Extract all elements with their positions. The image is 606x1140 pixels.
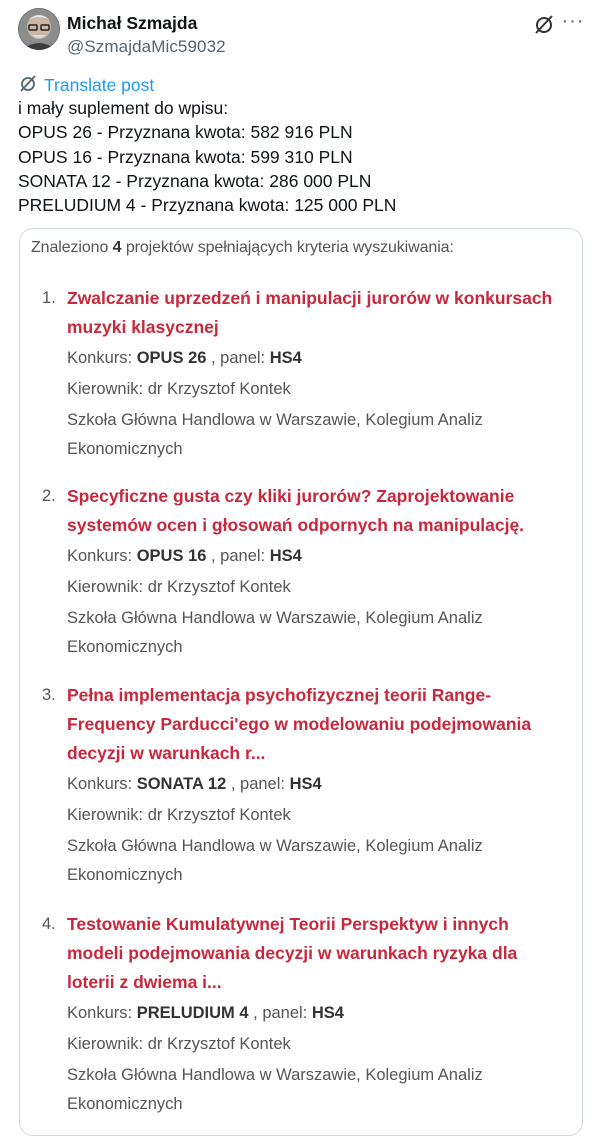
panel-label: , panel: xyxy=(253,1004,308,1022)
project-konkurs xyxy=(67,999,572,1028)
project-konkurs xyxy=(67,542,572,571)
konkurs-value: PRELUDIUM 4 xyxy=(136,1004,249,1022)
konkurs-label: Konkurs: xyxy=(67,547,133,565)
project-institution xyxy=(67,604,572,662)
project-number: 1. xyxy=(42,289,56,307)
project-institution xyxy=(67,406,572,464)
project-kierownik: Kierownik: dr Krzysztof Kontek xyxy=(67,1035,291,1053)
search-results-card xyxy=(19,228,583,1136)
project-title-line: Zwalczanie uprzedzeń i manipulacji jurorów w konkursach xyxy=(67,288,553,308)
konkurs-value: OPUS 26 xyxy=(136,349,207,367)
project-institution xyxy=(67,1061,572,1119)
more-icon[interactable]: ··· xyxy=(561,10,585,32)
avatar-image xyxy=(18,8,60,50)
post-line: OPUS 16 - Przyznana kwota: 599 310 PLN xyxy=(18,146,353,167)
project-konkurs xyxy=(67,344,572,373)
panel-label: , panel: xyxy=(230,775,285,793)
project-title-line: Pełna implementacja psychofizycznej teorii Range- xyxy=(67,685,492,705)
project-title-line: decyzji w warunkach r... xyxy=(67,743,266,763)
project-title-line: Testowanie Kumulatywnej Teorii Perspektyw i innych xyxy=(67,914,509,934)
konkurs-value: SONATA 12 xyxy=(136,775,227,793)
grok-icon[interactable] xyxy=(532,12,556,36)
project-title-line: Frequency Parducci'ego w modelowaniu podejmowania xyxy=(67,714,532,734)
panel-value: HS4 xyxy=(311,1004,344,1022)
translate-label: Translate post xyxy=(44,75,155,95)
project-title[interactable] xyxy=(67,910,572,997)
panel-label: , panel: xyxy=(211,349,266,367)
institution-line: Szkoła Główna Handlowa w Warszawie, Kolegium Analiz xyxy=(67,609,483,627)
konkurs-label: Konkurs: xyxy=(67,1004,133,1022)
translate-post-link[interactable] xyxy=(18,73,154,98)
project-number: 2. xyxy=(42,487,56,505)
project-kierownik: Kierownik: dr Krzysztof Kontek xyxy=(67,578,291,596)
project-title-line: Specyficzne gusta czy kliki jurorów? Zaprojektowanie xyxy=(67,486,515,506)
summary-prefix: Znaleziono xyxy=(31,239,109,256)
konkurs-label: Konkurs: xyxy=(67,349,133,367)
project-number: 4. xyxy=(42,915,56,933)
konkurs-label: Konkurs: xyxy=(67,775,133,793)
institution-line: Ekonomicznych xyxy=(67,440,183,458)
institution-line: Szkoła Główna Handlowa w Warszawie, Kolegium Analiz xyxy=(67,837,483,855)
institution-line: Ekonomicznych xyxy=(67,866,183,884)
post-line: SONATA 12 - Przyznana kwota: 286 000 PLN xyxy=(18,170,372,191)
avatar[interactable] xyxy=(18,8,60,50)
panel-label: , panel: xyxy=(211,547,266,565)
results-count: 4 xyxy=(112,239,122,256)
project-title-line: loterii z dwiema i... xyxy=(67,972,222,992)
post-text xyxy=(18,96,588,217)
project-number: 3. xyxy=(42,686,56,704)
institution-line: Szkoła Główna Handlowa w Warszawie, Kolegium Analiz xyxy=(67,411,483,429)
results-summary xyxy=(31,239,454,257)
post-line: PRELUDIUM 4 - Przyznana kwota: 125 000 PLN xyxy=(18,195,397,216)
project-title[interactable] xyxy=(67,284,572,342)
institution-line: Szkoła Główna Handlowa w Warszawie, Kolegium Analiz xyxy=(67,1066,483,1084)
project-kierownik: Kierownik: dr Krzysztof Kontek xyxy=(67,806,291,824)
panel-value: HS4 xyxy=(289,775,322,793)
translate-icon xyxy=(18,73,44,98)
post-line: i mały suplement do wpisu: xyxy=(18,98,229,118)
post-line: OPUS 26 - Przyznana kwota: 582 916 PLN xyxy=(18,122,353,143)
project-institution xyxy=(67,832,572,890)
author-handle[interactable]: @SzmajdaMic59032 xyxy=(67,37,226,56)
panel-value: HS4 xyxy=(269,547,302,565)
project-title[interactable] xyxy=(67,482,572,540)
project-title-line: systemów ocen i głosowań odpornych na manipulację. xyxy=(67,515,525,535)
panel-value: HS4 xyxy=(269,349,302,367)
institution-line: Ekonomicznych xyxy=(67,1095,183,1113)
summary-suffix: projektów spełniających kryteria wyszukiwania: xyxy=(125,239,454,256)
author-name[interactable]: Michał Szmajda xyxy=(67,13,198,33)
project-konkurs xyxy=(67,770,572,799)
project-title-line: muzyki klasycznej xyxy=(67,317,219,337)
konkurs-value: OPUS 16 xyxy=(136,547,207,565)
project-title-line: modeli podejmowania decyzji w warunkach ryzyka dla xyxy=(67,943,518,963)
institution-line: Ekonomicznych xyxy=(67,638,183,656)
project-kierownik: Kierownik: dr Krzysztof Kontek xyxy=(67,380,291,398)
post-header xyxy=(18,6,588,66)
project-title[interactable] xyxy=(67,681,572,768)
